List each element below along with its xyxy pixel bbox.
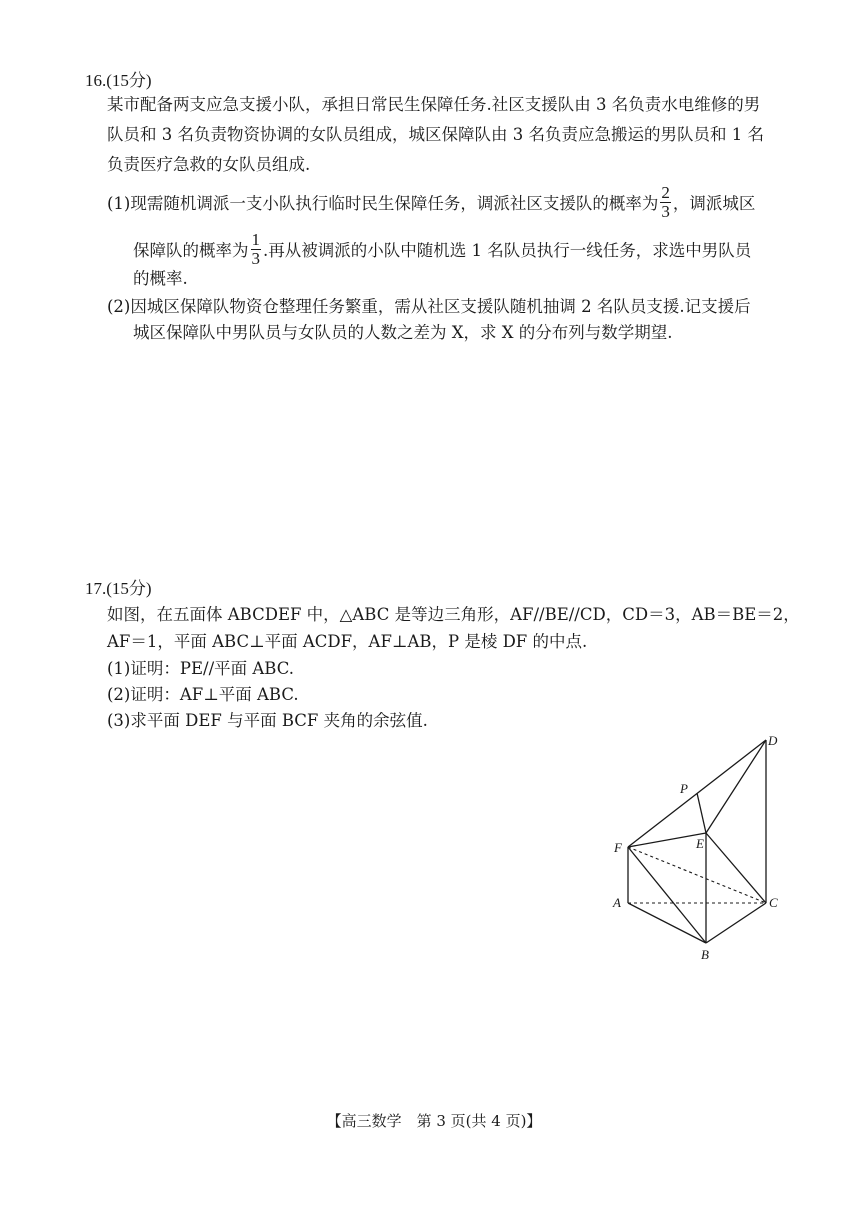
q17-heading: 17.(15分) bbox=[85, 579, 152, 598]
fraction-denominator: 3 bbox=[251, 249, 260, 268]
q16-part2-line-1: (2)因城区保障队物资仓整理任务繁重，需从社区支援队随机抽调 2 名队员支援.记支援后 bbox=[107, 297, 751, 316]
q16-stem-line-2: 队员和 3 名负责物资协调的女队员组成，城区保障队由 3 名负责应急搬运的男队员和 1 名 bbox=[107, 125, 764, 144]
label-f: F bbox=[614, 840, 622, 855]
fraction-denominator: 3 bbox=[661, 202, 670, 221]
q16-part1-line-1 bbox=[107, 183, 756, 223]
segment-ec bbox=[706, 833, 766, 903]
label-b: B bbox=[701, 947, 709, 962]
q16-part1-text-b: ，调派城区 bbox=[672, 194, 756, 213]
q16-stem-line-1: 某市配备两支应急支援小队，承担日常民生保障任务.社区支援队由 3 名负责水电维修的男 bbox=[107, 95, 761, 114]
q16-part2-line-2: 城区保障队中男队员与女队员的人数之差为 X，求 X 的分布列与数学期望. bbox=[133, 323, 673, 342]
page-footer: 【高三数学 第 3 页(共 4 页)】 bbox=[326, 1112, 542, 1130]
segment-fb bbox=[628, 847, 706, 943]
q17-part-1: (1)证明：PE//平面 ABC. bbox=[107, 659, 295, 678]
fraction-numerator: 1 bbox=[251, 230, 260, 249]
q16-stem-line-3: 负责医疗急救的女队员组成. bbox=[107, 155, 311, 174]
label-d: D bbox=[768, 733, 778, 748]
q16-part1-text-a: (1)现需随机调派一支小队执行临时民生保障任务，调派社区支援队的概率为 bbox=[107, 194, 659, 213]
hidden-edge-fc bbox=[628, 847, 766, 903]
fraction-one-third bbox=[251, 231, 262, 268]
edge-fe bbox=[628, 833, 706, 847]
q16-part1-line-3: 的概率. bbox=[133, 269, 188, 288]
q17-stem-line-2: AF＝1，平面 ABC⊥平面 ACDF，AF⊥AB，P 是棱 DF 的中点. bbox=[107, 632, 588, 651]
fraction-numerator: 2 bbox=[661, 183, 670, 202]
fraction-two-thirds bbox=[660, 184, 671, 221]
edge-ed bbox=[706, 740, 766, 833]
q16-part1-text-c: 保障队的概率为 bbox=[133, 241, 249, 260]
edge-ab bbox=[628, 903, 706, 943]
q17-part-2: (2)证明：AF⊥平面 ABC. bbox=[107, 685, 299, 704]
edge-bc bbox=[706, 903, 766, 943]
q16-part1-text-d: .再从被调派的小队中随机选 1 名队员执行一线任务，求选中男队员 bbox=[263, 241, 752, 260]
label-a: A bbox=[613, 895, 621, 910]
label-e: E bbox=[696, 836, 704, 851]
q16-part1-line-2 bbox=[133, 230, 752, 270]
pentahedron-figure bbox=[600, 728, 800, 968]
label-c: C bbox=[769, 895, 778, 910]
label-p: P bbox=[680, 781, 688, 796]
q17-part-3: (3)求平面 DEF 与平面 BCF 夹角的余弦值. bbox=[107, 711, 428, 730]
segment-pe bbox=[697, 793, 706, 833]
q17-stem-line-1: 如图，在五面体 ABCDEF 中，△ABC 是等边三角形，AF//BE//CD，CD＝3，AB＝BE＝2， bbox=[107, 605, 800, 624]
q16-heading: 16.(15分) bbox=[85, 71, 152, 90]
